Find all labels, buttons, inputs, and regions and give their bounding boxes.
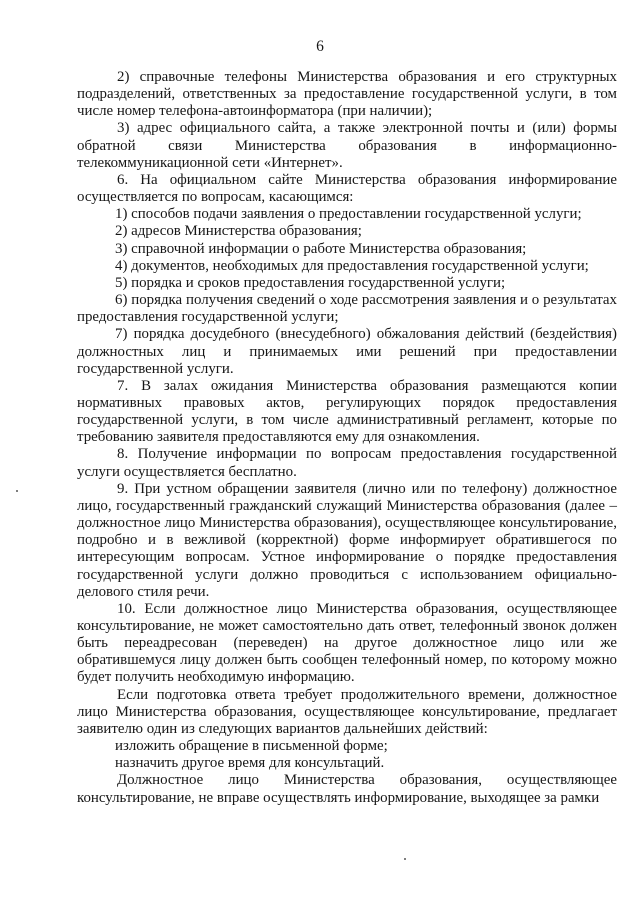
page-body bbox=[77, 69, 617, 807]
list-item: изложить обращение в письменной форме; bbox=[115, 738, 388, 755]
paragraph-phones: 2) справочные телефоны Министерства образования и его структурных подразделений, ответственных за предоставление государственной услуги, в том числе номер телефона-автоинформатора (при наличии); bbox=[77, 69, 617, 120]
list-item: назначить другое время для консультаций. bbox=[115, 755, 385, 772]
list-item: 1) способов подачи заявления о предоставлении государственной услуги; bbox=[115, 206, 582, 223]
paragraph-section-10: 10. Если должностное лицо Министерства образования, осуществляющее консультирование, не может самостоятельно дать ответ, телефонный звонок должен быть переадресован (переведен) на другое должностное лицо или же обратившемуся лицу должен быть сообщен телефонный номер, по которому можно будет получить необходимую информацию. bbox=[77, 600, 617, 686]
paragraph-section-9: 9. При устном обращении заявителя (лично или по телефону) должностное лицо, государственный гражданский служащий Министерства образования (далее – должностное лицо Министерства образования), осуществляющее консультирование, подробно и в вежливой (корректной) форме информирует обратившегося по интересующим вопросам. Устное информирование о порядке предоставления государственной услуги должно проводиться с использованием официально-делового стиля речи. bbox=[77, 480, 617, 600]
list-item: 5) порядка и сроков предоставления государственной услуги; bbox=[115, 274, 506, 291]
scan-speck bbox=[404, 858, 406, 860]
paragraph-long-answer: Если подготовка ответа требует продолжительного времени, должностное лицо Министерства образования, осуществляющее консультирование, предлагает заявителю один из следующих вариантов дальнейших действий: bbox=[77, 686, 617, 737]
paragraph-section-7: 7. В залах ожидания Министерства образования размещаются копии нормативных правовых актов, регулирующих порядок предоставления государственной услуги, в том числе административный регламент, которые по требованию заявителя предоставляются ему для ознакомления. bbox=[77, 377, 617, 446]
list-item: 6) порядка получения сведений о ходе рассмотрения заявления и о результатах предоставления государственной услуги; bbox=[77, 292, 617, 326]
page-number: 6 bbox=[316, 38, 324, 55]
list-item: 7) порядка досудебного (внесудебного) обжалования действий (бездействия) должностных лиц и принимаемых ими решений при предоставлении государственной услуги. bbox=[77, 326, 617, 377]
paragraph-restriction: Должностное лицо Министерства образования, осуществляющее консультирование, не вправе осуществлять информирование, выходящее за рамки bbox=[77, 772, 617, 806]
paragraph-section-6: 6. На официальном сайте Министерства образования информирование осуществляется по вопросам, касающимся: bbox=[77, 171, 617, 206]
list-item: 2) адресов Министерства образования; bbox=[115, 223, 362, 240]
list-item: 4) документов, необходимых для предоставления государственной услуги; bbox=[115, 257, 589, 274]
paragraph-website-address: 3) адрес официального сайта, а также электронной почты и (или) формы обратной связи Министерства образования в информационно-телекоммуникационной сети «Интернет». bbox=[77, 120, 617, 171]
list-item: 3) справочной информации о работе Министерства образования; bbox=[115, 240, 527, 257]
paragraph-section-8: 8. Получение информации по вопросам предоставления государственной услуги осуществляется бесплатно. bbox=[77, 446, 617, 480]
scan-speck bbox=[16, 490, 18, 492]
